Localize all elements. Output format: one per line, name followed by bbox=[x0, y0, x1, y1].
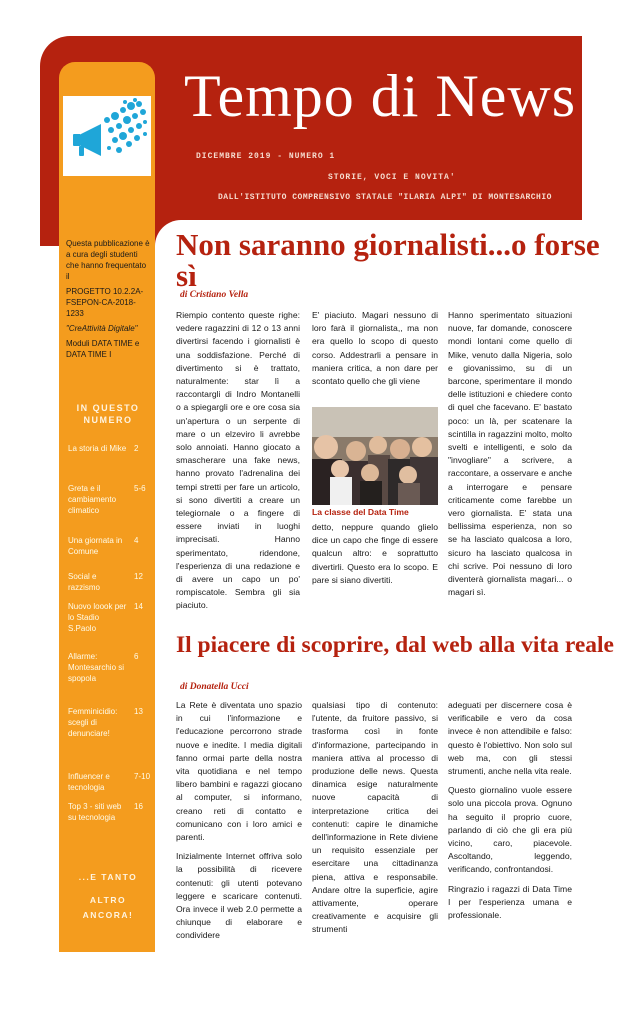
article-2-col3-paragraph: Questo giornalino vuole essere solo una piccola prova. Ognuno ha seguito il proprio cuore, parlando di ciò che gli era più vicino, caro, piacevole. Ascoltando, leggendo, verificando, confrontandosi. bbox=[448, 785, 572, 875]
class-photo bbox=[312, 407, 438, 505]
article-1-title: Non saranno giornalisti...o forse sì bbox=[176, 227, 600, 293]
article-2-column-3 bbox=[448, 699, 572, 928]
sidebar-credits bbox=[66, 238, 150, 364]
photo-caption: La classe del Data Time bbox=[312, 507, 409, 517]
article-2-column-1 bbox=[176, 699, 302, 949]
article-2-col3-paragraph: Ringrazio i ragazzi di Data Time I per l'esperienza umana e professionale. bbox=[448, 883, 572, 921]
megaphone-icon bbox=[63, 96, 151, 176]
logo bbox=[63, 96, 151, 176]
toc-heading: IN QUESTO NUMERO bbox=[76, 403, 140, 425]
article-2-col3-paragraph: adeguati per discernere cosa è verificabile e vero da cosa invece è non attendibile e falso: questo è l'obiettivo. Non solo sul web ma, con gli stessi strumenti, anche nella vita reale. bbox=[448, 700, 572, 777]
modules: Moduli DATA TIME e DATA TIME I bbox=[66, 339, 140, 359]
tagline: STORIE, VOCI E NOVITA' bbox=[328, 173, 456, 182]
article-1-column-2-bottom: detto, neppure quando glielo dice un capo che finge di essere qualcun altro: e soprattutto divertirli. Questo era lo scopo. E pare si siano divertiti. bbox=[312, 522, 438, 585]
school-name: DALL'ISTITUTO COMPRENSIVO STATALE "ILARIA ALPI" DI MONTESARCHIO bbox=[218, 193, 552, 202]
credits-intro: Questa pubblicazione è a cura degli studenti che hanno frequentato il bbox=[66, 239, 150, 281]
issue-info: DICEMBRE 2019 - NUMERO 1 bbox=[196, 152, 336, 161]
article-2-title: Il piacere di scoprire, dal web alla vita reale bbox=[176, 632, 614, 658]
article-1-column-1: Riempio contento queste righe: vedere ragazzini di 12 o 13 anni divertirsi facendo i giornalisti è una soddisfazione. Perché di divertimento si è trattato, naturalmente: star lì a raccontargli di Indro Montanelli o a spiegargli ore e ore cosa sia un'apertura o un serpente di mare o un elzeviro li avrebbe solo annoiati. Hanno giocato a smascherare una fake news, hanno provato l'adrenalina dei tempi stretti per fare un articolo, si sono divertiti a creare un telegiornale o a fingere di essere inviati in luoghi imprecisati. Hanno sperimentato, ridendone, l'esperienza di una redazione e di avere un capo un po' rompiscatole. Sembra gli sia piaciuto. bbox=[176, 310, 300, 611]
article-1-column-2-top: E' piaciuto. Magari nessuno di loro farà il giornalista,, ma non era quello lo scopo di questo corso. Addestrarli a pensare in maniera critica, a non dare per scontato quello che gli viene bbox=[312, 310, 438, 387]
article-2-col1-paragraph: La Rete è diventata uno spazio in cui l'informazione e l'educazione percorrono strade nuove e inedite. I media digitali fanno ormai parte della nostra vita quotidiana e nel tempo libero bambini e ragazzi giocano al computer, si informano, creano reti di contatto e comunicano con i loro amici e parenti. bbox=[176, 700, 302, 843]
article-2-column-2: qualsiasi tipo di contenuto: l'utente, da fruitore passivo, si trasforma così in fonte d'informazione, partecipando in maniera attiva al processo di produzione delle news. Questa dinamica esige naturalmente nuove capacità di interpretazione critica dei contenuti: capire le dinamiche dell'informazione in Rete diviene un requisito essenziale per esercitare una cittadinanza piena, attiva e responsabile. Andare oltre la superficie, agire attivamente, operare creativamente e acquisire gli strumenti bbox=[312, 700, 438, 935]
article-1-byline: di Cristiano Vella bbox=[180, 290, 249, 300]
sidebar-footer-1: ...E TANTO bbox=[78, 872, 138, 882]
article-2-col1-paragraph: Inizialmente Internet offriva solo la possibilità di ricevere contenuti: gli utenti potevano leggere e scaricare contenuti. Ora invece il web 2.0 permette a chiunque di elaborare e condividere bbox=[176, 851, 302, 941]
sidebar-footer-2: ALTRO ANCORA! bbox=[82, 895, 134, 920]
article-1-column-3: Hanno sperimentato situazioni nuove, far domande, conoscere mondi lontani come quello di Mike, venuto dalla Nigeria, solo e giovanissimo, su di un barcone, sperimentare il mondo delle istituzioni e chiedere conto di quel che facevano. E' bastato poco: un là, per scatenare la scintilla in ragazzini molto, molto svelti e intelligenti, e solo da "invogliare" a scrivere, a raccontare, a osservare e anche a interrogare e pensare criticamente come farebbe un vero giornalista. E' stata una bellissima esperienza, non so se ha lasciato qualcosa a loro, sicuro ha lasciato qualcosa in chi scrive. Poi nessuno di loro diventerà giornalista magari... o magari sì. bbox=[448, 310, 572, 598]
newspaper-title: Tempo di News bbox=[184, 63, 577, 129]
project-code: PROGETTO 10.2.2A-FSEPON-CA-2018-1233 bbox=[66, 287, 144, 318]
project-name: "CreAttività Digitale" bbox=[66, 324, 138, 333]
article-2-byline: di Donatella Ucci bbox=[180, 682, 249, 692]
